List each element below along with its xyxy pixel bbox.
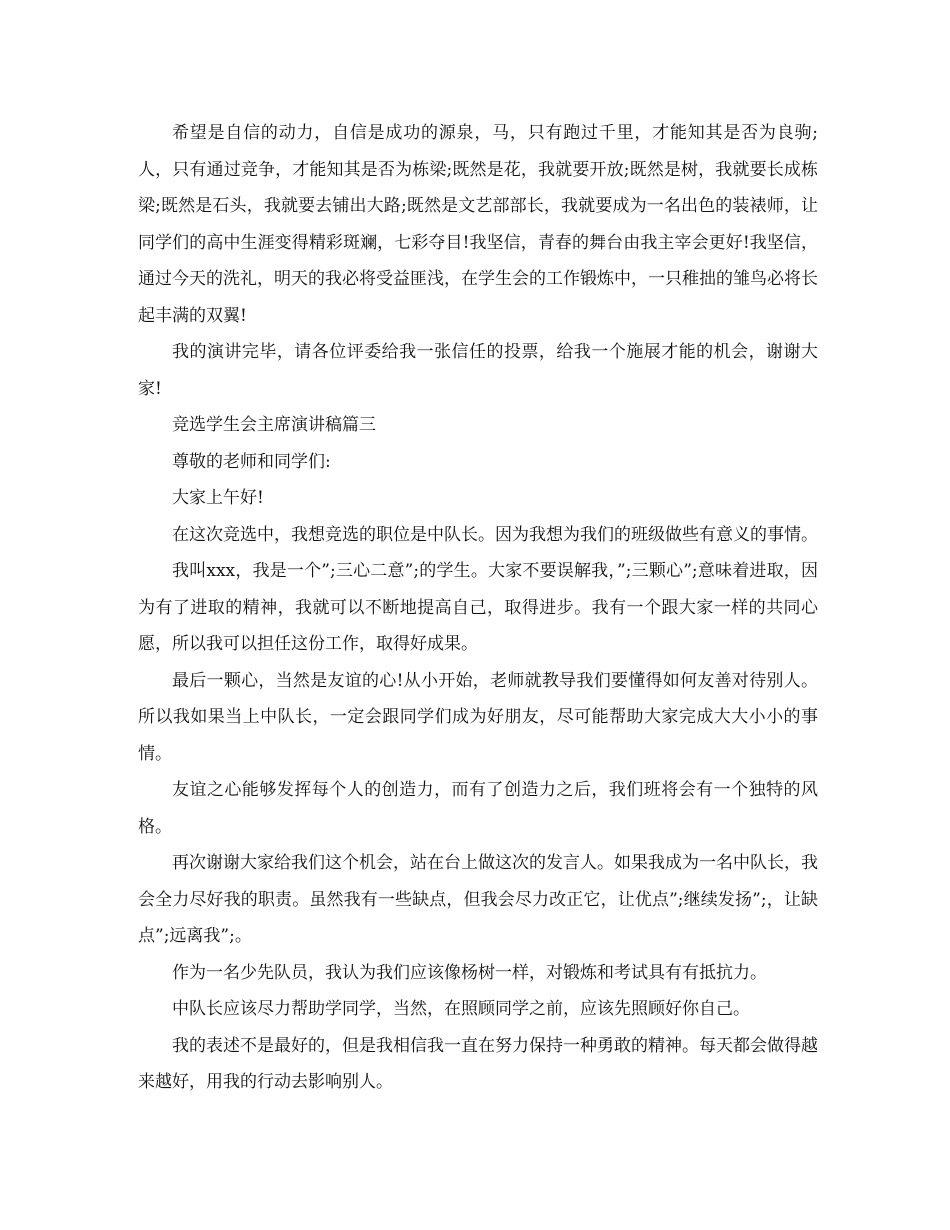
paragraph-6: 在这次竞选中，我想竞选的职位是中队长。因为我想为我们的班级做些有意义的事情。 (172, 524, 818, 545)
paragraph-1: 希望是自信的动力，自信是成功的源泉，马，只有跑过千里，才能知其是否为良驹;人，只有通过竞争，才能知其是否为栋梁;既然是花，我就要开放;既然是树，我就要长成栋梁;既然是石头，我就要去铺出大路;既然是文艺部部长，我就要成为一名出色的装裱师，让同学们的高中生涯变得精彩斑斓，七彩夺目!我坚信，青春的舞台由我主宰会更好!我坚信，通过今天的洗礼，明天的我必将受益匪浅，在学生会的工作锻炼中，一只稚拙的雏鸟必将长起丰满的双翼! (138, 123, 818, 326)
section-heading: 竞选学生会主席演讲稿篇三 (172, 415, 376, 435)
paragraph-11: 作为一名少先队员，我认为我们应该像杨树一样，对锻炼和考试具有有抵抗力。 (172, 962, 767, 983)
paragraph-2: 我的演讲完毕，请各位评委给我一张信任的投票，给我一个施展才能的机会，谢谢大家! (138, 342, 818, 399)
paragraph-9: 友谊之心能够发挥每个人的创造力，而有了创造力之后，我们班将会有一个独特的风格。 (138, 780, 818, 837)
document-body (138, 115, 818, 1101)
greeting: 大家上午好! (172, 488, 264, 508)
salutation: 尊敬的老师和同学们: (172, 451, 331, 472)
paragraph-7: 我叫xxx，我是一个”;三心二意”;的学生。大家不要误解我，”;三颗心”;意味着进取，因为有了进取的精神，我就可以不断地提高自己，取得进步。我有一个跟大家一样的共同心愿，所以我可以担任这份工作，取得好成果。 (138, 561, 818, 654)
paragraph-8: 最后一颗心，当然是友谊的心!从小开始，老师就教导我们要懂得如何友善对待别人。所以我如果当上中队长，一定会跟同学们成为好朋友，尽可能帮助大家完成大大小小的事情。 (138, 670, 818, 764)
paragraph-10: 再次谢谢大家给我们这个机会，站在台上做这次的发言人。如果我成为一名中队长，我会全力尽好我的职责。虽然我有一些缺点，但我会尽力改正它，让优点”;继续发扬”;，让缺点”;远离我”;。 (138, 853, 818, 946)
paragraph-12: 中队长应该尽力帮助学同学，当然，在照顾同学之前，应该先照顾好你自己。 (172, 999, 750, 1019)
paragraph-13: 我的表述不是最好的，但是我相信我一直在努力保持一种勇敢的精神。每天都会做得越来越好，用我的行动去影响别人。 (138, 1035, 818, 1092)
